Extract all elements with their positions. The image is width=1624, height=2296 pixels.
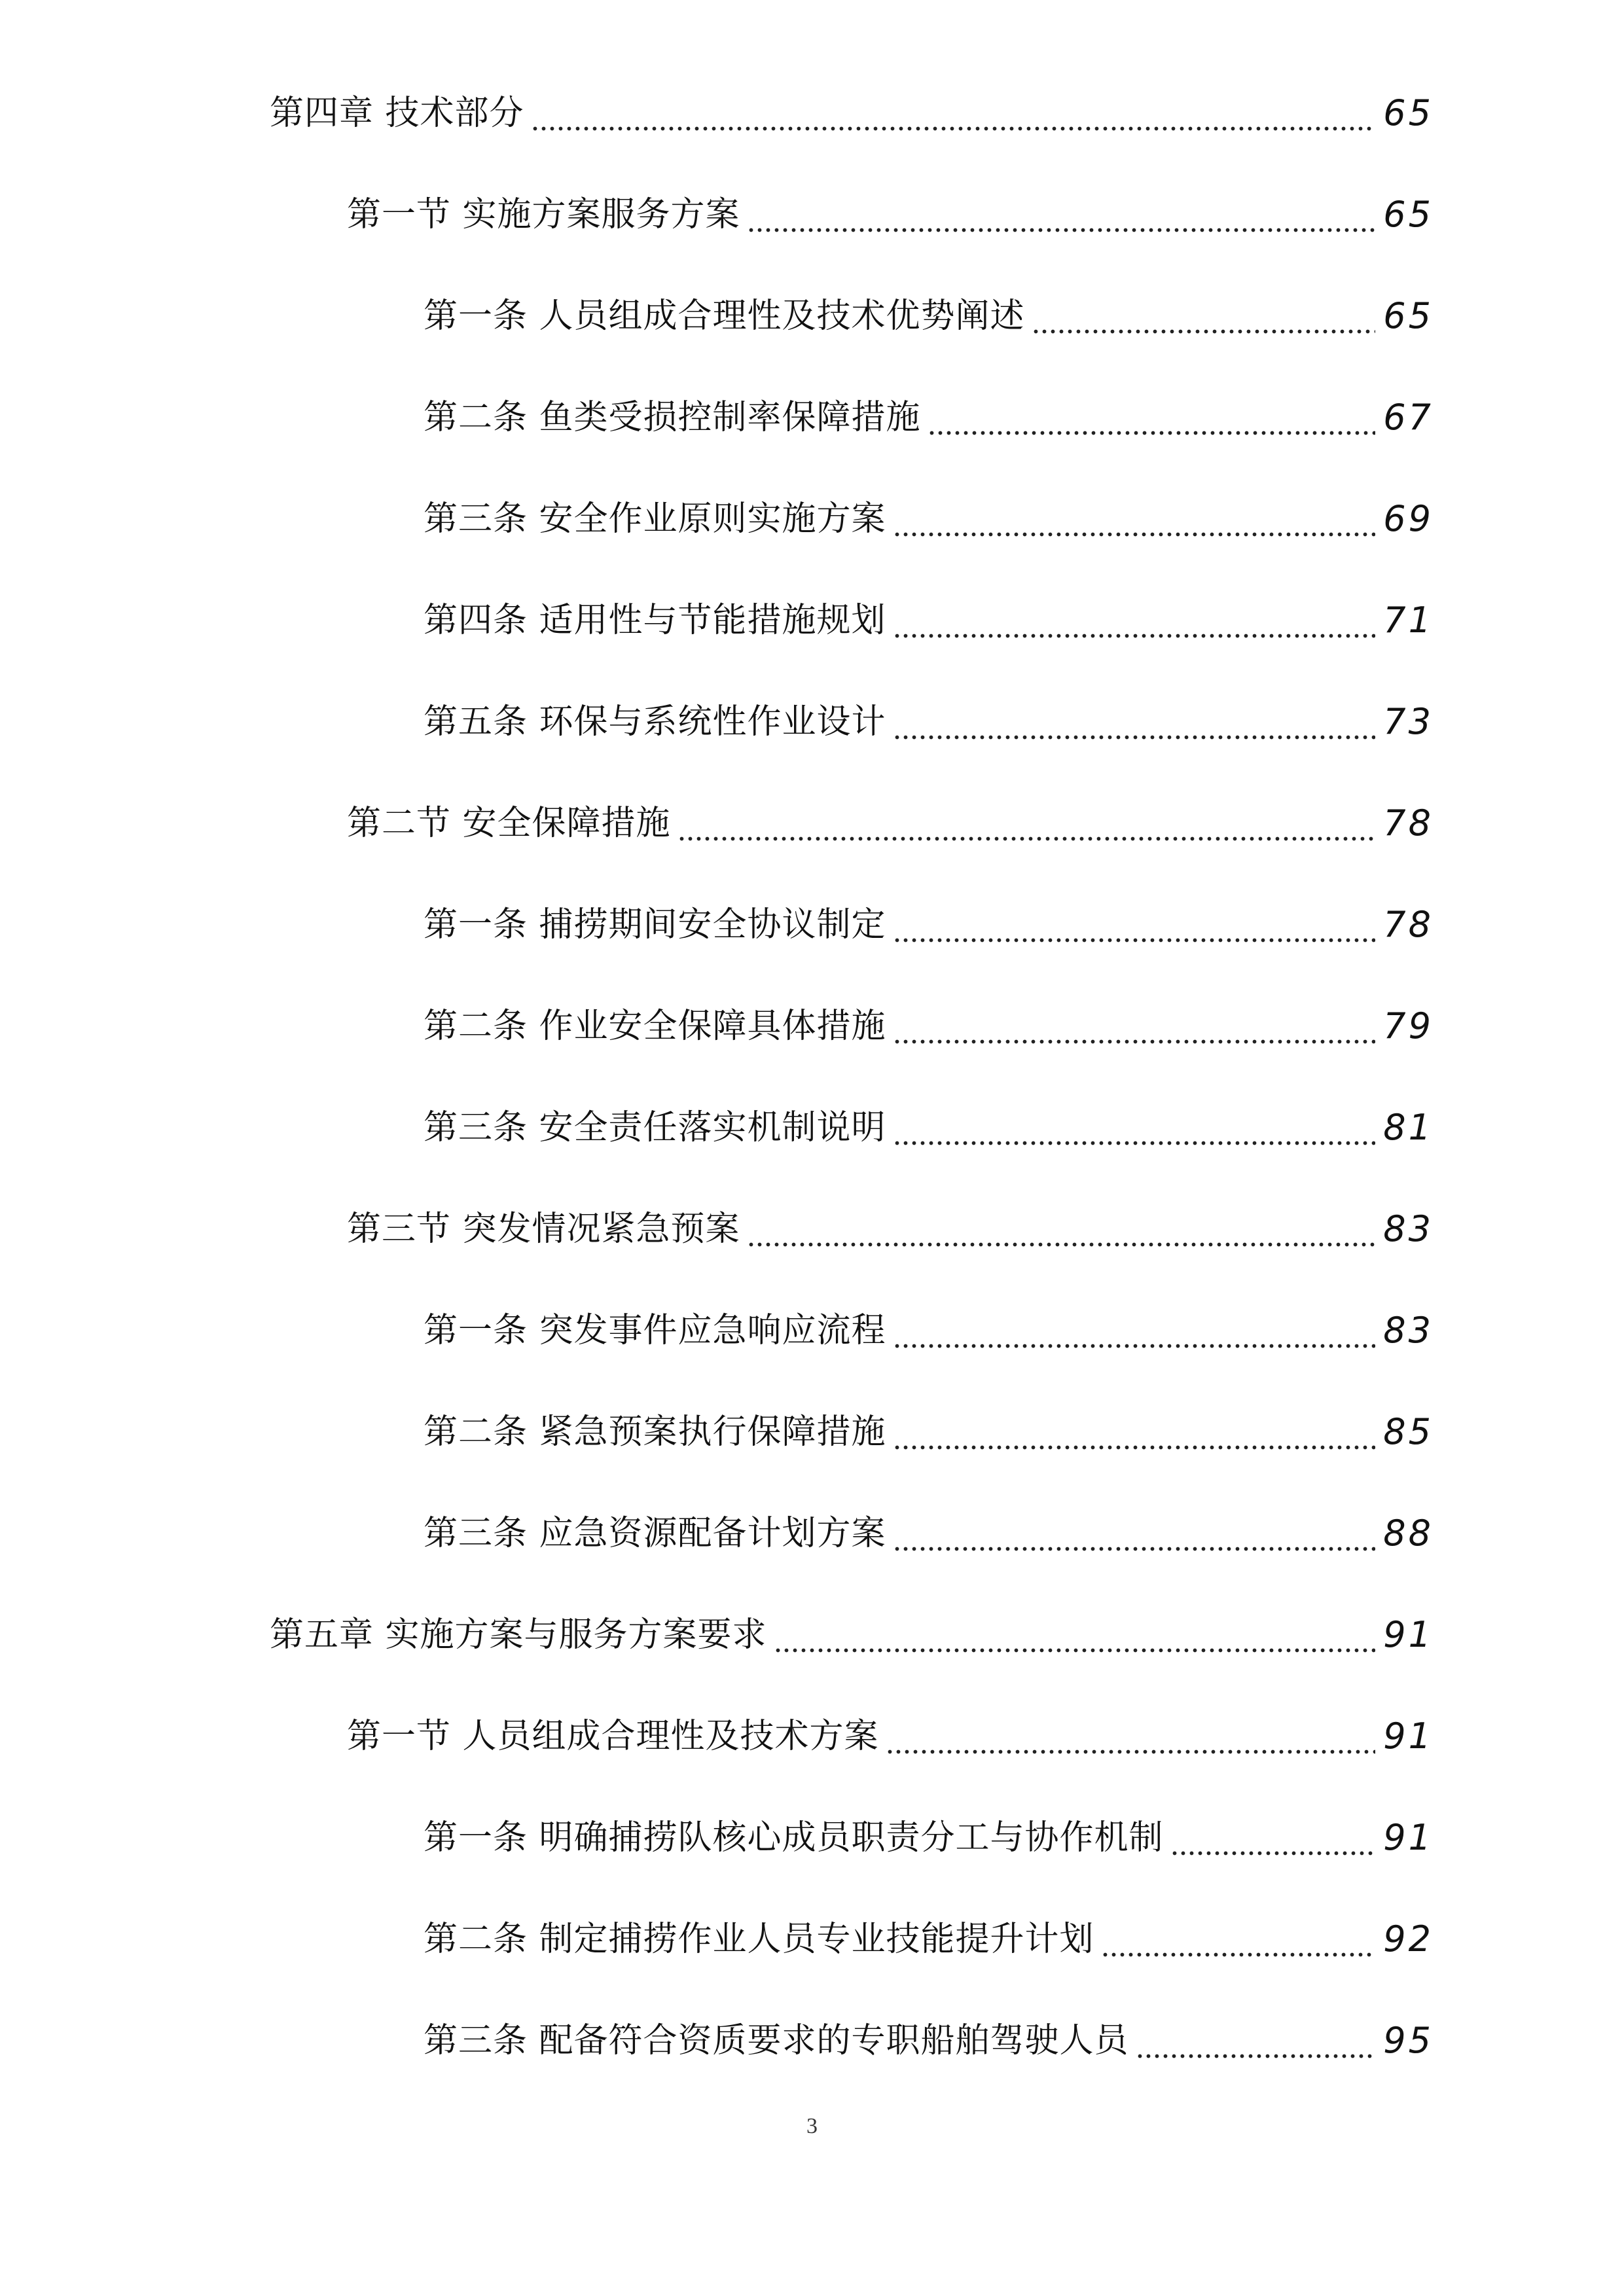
toc-entry-article[interactable] xyxy=(424,692,1434,751)
toc-entry-label: 第一条 突发事件应急响应流程 xyxy=(424,1311,886,1350)
toc-entry-page: 65 xyxy=(1383,194,1434,235)
toc-entry-article[interactable] xyxy=(424,287,1434,346)
toc-entry-page: 85 xyxy=(1383,1411,1434,1452)
toc-entry-article[interactable] xyxy=(424,1098,1434,1157)
toc-entry-article[interactable] xyxy=(424,388,1434,447)
toc-entry-page: 88 xyxy=(1383,1513,1434,1554)
toc-entry-article[interactable] xyxy=(424,997,1434,1056)
dot-leader xyxy=(893,1504,1376,1563)
dot-leader xyxy=(893,1098,1376,1157)
toc-entry-label: 第五章 实施方案与服务方案要求 xyxy=(270,1615,767,1655)
dot-leader xyxy=(893,692,1376,751)
dot-leader xyxy=(677,794,1376,853)
toc-entry-article[interactable] xyxy=(424,2011,1434,2070)
toc-entry-page: 78 xyxy=(1383,904,1434,945)
toc-entry-label: 第五条 环保与系统性作业设计 xyxy=(424,702,886,742)
toc-entry-page: 81 xyxy=(1383,1107,1434,1148)
toc-entry-article[interactable] xyxy=(424,1301,1434,1360)
toc-entry-article[interactable] xyxy=(424,1403,1434,1462)
toc-entry-page: 69 xyxy=(1383,498,1434,539)
dot-leader xyxy=(747,185,1376,244)
toc-entry-page: 91 xyxy=(1383,1715,1434,1757)
toc-entry-label: 第三条 安全责任落实机制说明 xyxy=(424,1108,886,1147)
toc-entry-article[interactable] xyxy=(424,1808,1434,1867)
toc-entry-page: 73 xyxy=(1383,701,1434,742)
dot-leader xyxy=(531,84,1376,143)
dot-leader xyxy=(1136,2011,1376,2070)
toc-entry-label: 第二条 紧急预案执行保障措施 xyxy=(424,1412,886,1452)
toc-entry-label: 第一条 人员组成合理性及技术优势阐述 xyxy=(424,296,1025,336)
toc-entry-page: 65 xyxy=(1383,295,1434,336)
dot-leader xyxy=(893,895,1376,954)
toc-entry-label: 第四章 技术部分 xyxy=(270,94,524,133)
toc-entry-label: 第二节 安全保障措施 xyxy=(347,804,671,843)
toc-entry-label: 第三条 配备符合资质要求的专职船舶驾驶人员 xyxy=(424,2021,1129,2060)
dot-leader xyxy=(1170,1808,1376,1867)
page-number: 3 xyxy=(806,2114,818,2138)
dot-leader xyxy=(893,591,1376,650)
toc-entry-page: 79 xyxy=(1383,1005,1434,1047)
toc-entry-label: 第一节 人员组成合理性及技术方案 xyxy=(347,1717,879,1756)
dot-leader xyxy=(893,490,1376,548)
toc-entry-page: 83 xyxy=(1383,1310,1434,1351)
toc-entry-section[interactable] xyxy=(347,794,1434,853)
toc-entry-label: 第三条 安全作业原则实施方案 xyxy=(424,499,886,539)
toc-entry-page: 78 xyxy=(1383,802,1434,844)
toc-entry-page: 91 xyxy=(1383,1817,1434,1858)
toc-entry-page: 95 xyxy=(1383,2020,1434,2061)
toc-entry-chapter[interactable] xyxy=(270,1605,1434,1664)
toc-entry-label: 第一条 捕捞期间安全协议制定 xyxy=(424,905,886,944)
toc-entry-article[interactable] xyxy=(424,895,1434,954)
dot-leader xyxy=(774,1605,1376,1664)
toc-entry-page: 92 xyxy=(1383,1918,1434,1960)
dot-leader xyxy=(747,1200,1376,1259)
toc-entry-article[interactable] xyxy=(424,591,1434,650)
dot-leader xyxy=(1101,1910,1376,1969)
toc-entry-page: 83 xyxy=(1383,1208,1434,1249)
dot-leader xyxy=(886,1707,1376,1766)
toc-entry-article[interactable] xyxy=(424,490,1434,548)
toc-entry-section[interactable] xyxy=(347,185,1434,244)
toc-entry-label: 第二条 作业安全保障具体措施 xyxy=(424,1007,886,1046)
toc-entry-label: 第三条 应急资源配备计划方案 xyxy=(424,1514,886,1553)
toc-entry-page: 91 xyxy=(1383,1614,1434,1655)
toc-entry-label: 第三节 突发情况紧急预案 xyxy=(347,1210,740,1249)
toc-entry-label: 第二条 制定捕捞作业人员专业技能提升计划 xyxy=(424,1920,1094,1959)
toc-entry-label: 第一节 实施方案服务方案 xyxy=(347,195,740,234)
toc-entry-label: 第四条 适用性与节能措施规划 xyxy=(424,601,886,640)
toc-entry-label: 第一条 明确捕捞队核心成员职责分工与协作机制 xyxy=(424,1818,1164,1857)
dot-leader xyxy=(1032,287,1376,346)
toc-entry-section[interactable] xyxy=(347,1200,1434,1259)
toc-entry-page: 65 xyxy=(1383,92,1434,134)
toc-entry-section[interactable] xyxy=(347,1707,1434,1766)
dot-leader xyxy=(893,997,1376,1056)
dot-leader xyxy=(893,1301,1376,1360)
toc-entry-chapter[interactable] xyxy=(270,84,1434,143)
dot-leader xyxy=(893,1403,1376,1462)
toc-entry-article[interactable] xyxy=(424,1504,1434,1563)
toc-entry-page: 67 xyxy=(1383,397,1434,438)
toc-entry-article[interactable] xyxy=(424,1910,1434,1969)
toc-entry-label: 第二条 鱼类受损控制率保障措施 xyxy=(424,398,921,437)
dot-leader xyxy=(928,388,1376,447)
toc-entry-page: 71 xyxy=(1383,600,1434,641)
